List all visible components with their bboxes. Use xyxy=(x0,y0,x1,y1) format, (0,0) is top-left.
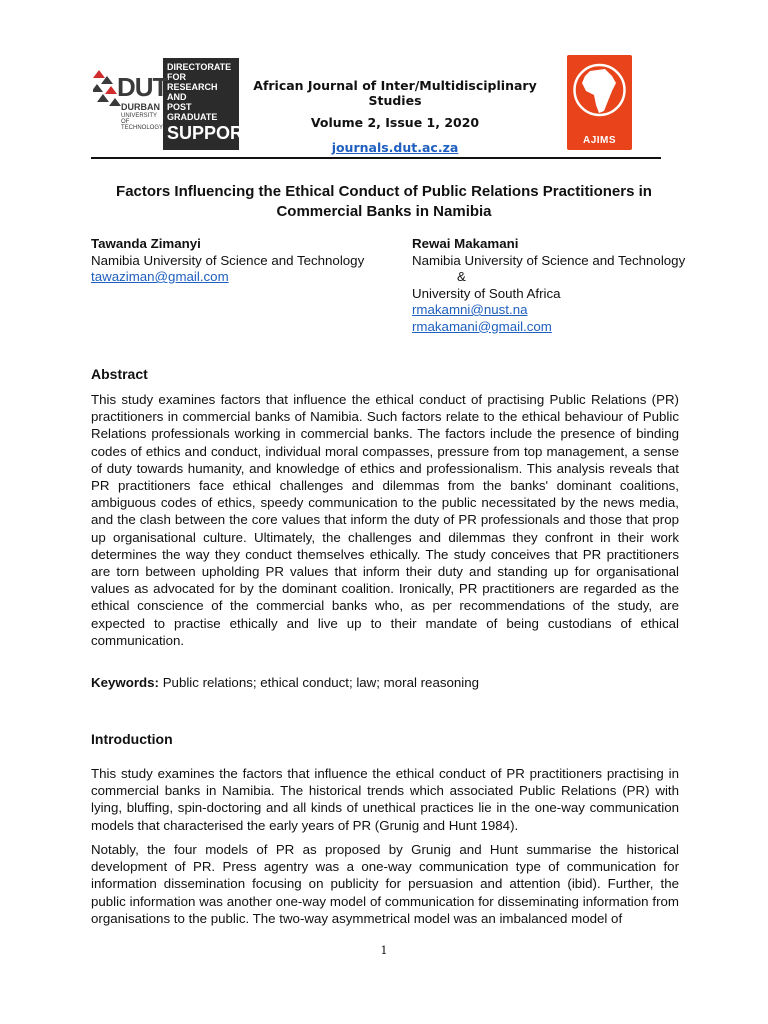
ajims-label: AJIMS xyxy=(582,135,617,146)
author-2-ampersand: & xyxy=(457,269,466,284)
introduction-paragraph-2: Notably, the four models of PR as proposed by Grunig and Hunt summarise the historical development of PR. Press agentry was a one-way communication type of communication for information dissemination focusing on publicity for persuasion and attention (ibid). Further, the public information was another one-way model of communication for disseminating information from organisations to the public. The two-way asymmetrical model was an imbalanced model of xyxy=(91,842,679,926)
dut-sub-line-1: DURBAN xyxy=(121,102,160,112)
directorate-line-4: SUPPORT xyxy=(167,123,255,143)
journal-info xyxy=(240,78,550,156)
journal-volume: Volume 2, Issue 1, 2020 xyxy=(310,115,480,130)
dut-wordmark: DUT xyxy=(117,72,168,102)
author-2-email-2-link[interactable]: rmakamani@gmail.com xyxy=(412,318,552,334)
paper-title: Factors Influencing the Ethical Conduct of Public Relations Practitioners in Commercial Banks in Namibia xyxy=(116,183,652,220)
author-2-affiliation-2: University of South Africa xyxy=(412,285,561,301)
directorate-box xyxy=(163,58,255,150)
introduction-paragraph-1: This study examines the factors that influence the ethical conduct of PR practitioners practising in commercial banks in Namibia. The historical trends which associated Public Relations (PR) with lying, bluffing, spin-doctoring and all kinds of unethical practices lie in the one-way communication models that characterised the early years of PR (Grunig and Hunt 1984). xyxy=(91,766,679,833)
journal-url-link[interactable]: journals.dut.ac.za xyxy=(331,140,459,155)
author-1-email-link[interactable]: tawaziman@gmail.com xyxy=(91,269,229,284)
author-2 xyxy=(412,236,712,335)
keywords-line xyxy=(91,674,679,691)
ajims-logo xyxy=(567,55,632,150)
keywords-label: Keywords: xyxy=(91,675,159,690)
abstract-text: This study examines factors that influence the ethical conduct of practising Public Relations (PR) practitioners in commercial banks of Namibia. Such factors relate to the ethical behaviour of Public Relations professionals working in commercial banks. The factors include the presence of binding codes of ethics and conduct, individual moral compasses, pressure from top management, a sense of duty towards humanity, and knowledge of ethics and professionalism. This analysis reveals that PR practitioners face ethical challenges and dilemmas from the banks' dominant coalitions, ambiguous codes of ethics, speedy communication to the public necessitated by the news media, and the clash between the core values that inform the duty of PR professionals and those that prop up organisational culture. Ultimately, the challenges and dilemmas they confront in their work determines the way they conduct themselves ethically. The study conceives that PR practitioners are torn between upholding PR values that inform their duty and standing up for organisational values as advocated for by the dominant coalition. Ironically, PR practitioners are regarded as the ethical conscience of the commercial banks who, as per recommendations of the study, are expected to practise ethically and live up to their mandate of being custodians of ethical communication. xyxy=(91,392,679,648)
page-number: 1 xyxy=(380,944,388,957)
author-2-affiliation: Namibia University of Science and Technology xyxy=(412,252,686,268)
keywords-text: Public relations; ethical conduct; law; moral reasoning xyxy=(162,675,480,690)
journal-title: African Journal of Inter/Multidisciplinary Studies xyxy=(253,78,537,108)
directorate-line-3: POST GRADUATE xyxy=(167,102,218,122)
introduction-heading: Introduction xyxy=(91,731,173,747)
dut-logo-mark xyxy=(91,58,168,150)
author-1 xyxy=(91,236,391,286)
author-1-affiliation: Namibia University of Science and Technology xyxy=(91,252,365,268)
directorate-line-2: RESEARCH AND xyxy=(167,82,218,102)
author-2-name: Rewai Makamani xyxy=(412,236,519,251)
africa-globe-icon xyxy=(572,61,627,121)
author-2-email-link[interactable]: rmakamni@nust.na xyxy=(412,302,528,317)
abstract-heading: Abstract xyxy=(91,366,148,382)
header-rule xyxy=(91,157,661,159)
directorate-line-1: DIRECTORATE FOR xyxy=(167,62,232,82)
dut-logo xyxy=(91,58,255,150)
author-1-name: Tawanda Zimanyi xyxy=(91,236,201,251)
dut-sub-line-2: UNIVERSITY OF TECHNOLOGY xyxy=(121,113,164,131)
